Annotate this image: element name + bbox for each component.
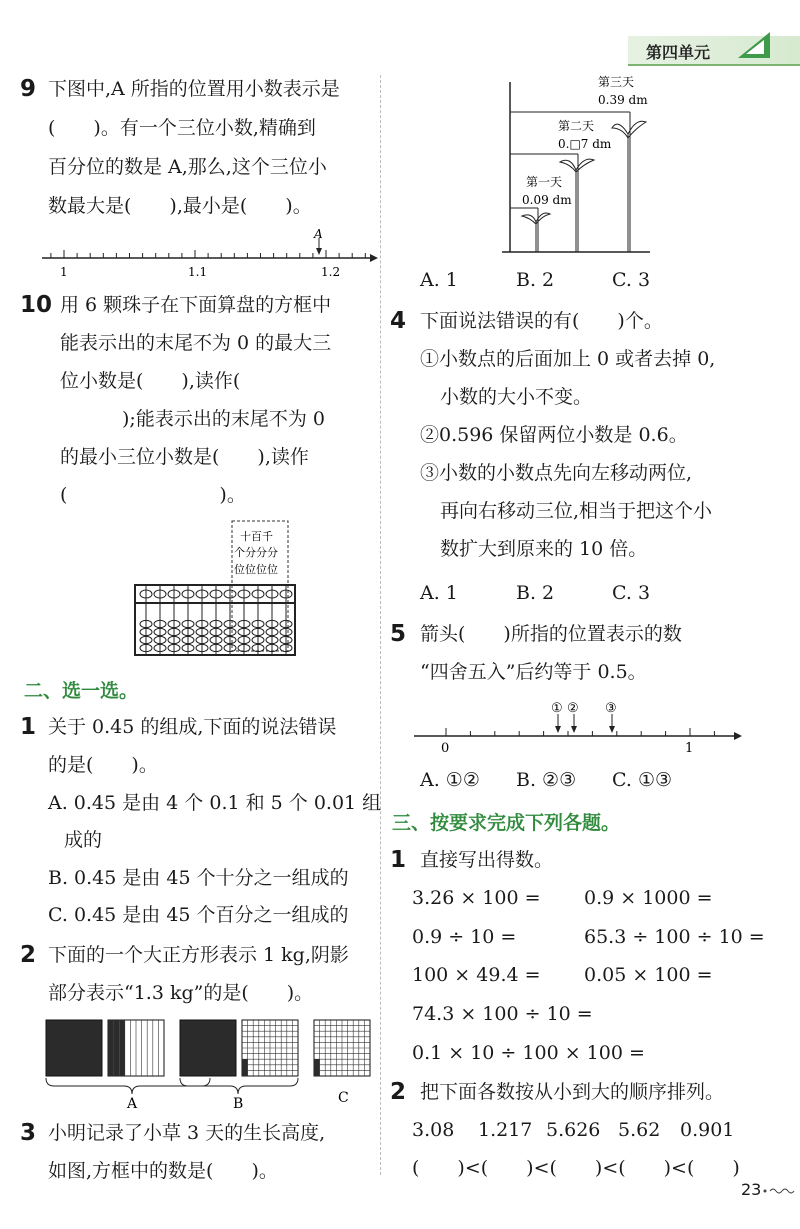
unit-title: 第四单元 [646, 43, 711, 62]
q10-line-2: 能表示出的末尾不为 0 的最大三 [60, 332, 332, 354]
q10-line-5: 的最小三位小数是( ),读作 [60, 446, 309, 468]
q10-line-1: 用 6 颗珠子在下面算盘的方框中 [60, 294, 332, 316]
plant-day1-height: 0.09 dm [522, 193, 572, 207]
c5-line-2: “四舍五入”后约等于 0.5。 [420, 661, 647, 683]
c2-a-shaded-strip [119, 1020, 125, 1076]
ruler-triangle-icon [736, 30, 772, 60]
abacus-label-2: 个分分分 [234, 546, 278, 559]
c4-line-6: 再向右移动三位,相当于把这个小 [440, 500, 713, 522]
q9-axis-label-2: 1.1 [188, 265, 208, 279]
q10-number: 10 [20, 292, 53, 318]
c2-a-full-square [46, 1020, 102, 1076]
c1-option-a: A. 0.45 是由 4 个 0.1 和 5 个 0.01 组 [48, 792, 382, 814]
c2-a-shaded-strip [114, 1020, 120, 1076]
s2-number-5: 0.901 [680, 1119, 735, 1141]
c2-label-b: B [233, 1096, 244, 1108]
c3-line-1: 小明记录了小草 3 天的生长高度, [48, 1122, 326, 1144]
c3-line-2: 如图,方框中的数是( )。 [48, 1160, 278, 1182]
c2-squares-figure [40, 1016, 380, 1108]
s2-number-1: 3.08 [412, 1119, 455, 1141]
c4-option-a: A. 1 [420, 582, 458, 604]
c2-line-1: 下面的一个大正方形表示 1 kg,阴影 [48, 944, 349, 966]
plant-day1-label: 第一天 [526, 175, 563, 189]
q9-number-line [40, 226, 380, 282]
plant-day2-label: 第二天 [558, 119, 595, 133]
c1-number: 1 [20, 714, 37, 740]
c2-b-shaded-cell [242, 1059, 248, 1065]
plant-day3-label: 第三天 [598, 75, 635, 89]
c5-axis-label-0: 0 [441, 741, 450, 756]
page-number: 23 [741, 1180, 762, 1199]
c3-option-c: C. 3 [612, 269, 651, 291]
s2-number-4: 5.62 [618, 1119, 661, 1141]
s1-item-8: 0.1 × 10 ÷ 100 × 100 = [412, 1042, 645, 1064]
c5-arrow-2-label: ② [567, 701, 579, 716]
plant-growth-figure [500, 72, 660, 258]
c4-line-4: ②0.596 保留两位小数是 0.6。 [420, 424, 688, 446]
c4-line-7: 数扩大到原来的 10 倍。 [440, 538, 648, 560]
c2-c-shaded-cell [314, 1065, 320, 1071]
q9-line-1: 下图中,A 所指的位置用小数表示是 [48, 78, 340, 100]
c5-number-line [410, 698, 746, 756]
q9-number: 9 [20, 76, 37, 102]
c5-number: 5 [390, 621, 407, 647]
q9-line-2: ( )。有一个三位小数,精确到 [48, 117, 316, 139]
s1-title: 直接写出得数。 [420, 849, 554, 871]
c2-number: 2 [20, 942, 37, 968]
section-choose-title: 二、选一选。 [24, 680, 139, 702]
q9-line-4: 数最大是( ),最小是( )。 [48, 195, 312, 217]
s1-item-3: 0.9 ÷ 10 = [412, 926, 517, 948]
c2-b-shaded-cell [242, 1070, 248, 1076]
c2-b-full-square [180, 1020, 236, 1076]
q10-line-6: ( )。 [60, 484, 246, 506]
c5-option-a: A. ①② [420, 769, 480, 791]
c5-arrow-3-label: ③ [605, 701, 617, 716]
c1-option-b: B. 0.45 是由 45 个十分之一组成的 [48, 867, 349, 889]
c5-line-1: 箭头( )所指的位置表示的数 [420, 623, 682, 645]
q9-axis-label-1: 1 [60, 265, 68, 279]
c3-number: 3 [20, 1120, 37, 1146]
q9-marker-a: A [314, 227, 323, 241]
plant-day3-height: 0.39 dm [598, 93, 648, 107]
q9-axis-label-3: 1.2 [321, 265, 341, 279]
c2-label-c: C [338, 1090, 349, 1106]
s1-item-6: 0.05 × 100 = [584, 964, 713, 986]
c5-option-b: B. ②③ [516, 769, 577, 791]
c2-a-shaded-strip [108, 1020, 114, 1076]
c3-option-a: A. 1 [420, 269, 458, 291]
c4-line-1: 下面说法错误的有( )个。 [420, 310, 663, 332]
c2-c-shaded-cell [314, 1070, 320, 1076]
s2-title: 把下面各数按从小到大的顺序排列。 [420, 1081, 725, 1103]
q10-line-3: 位小数是( ),读作( [60, 370, 241, 392]
q9-line-3: 百分位的数是 A,那么,这个三位小 [48, 156, 327, 178]
s1-item-5: 100 × 49.4 = [412, 964, 541, 986]
s2-blanks: ( )<( )<( )<( )<( ) [412, 1157, 740, 1179]
c1-line-2: 的是( )。 [48, 754, 158, 776]
plant-day2-height: 0.□7 dm [558, 137, 612, 151]
c4-line-3: 小数的大小不变。 [440, 386, 593, 408]
c3-option-b: B. 2 [516, 269, 555, 291]
abacus-label-3: 位位位位 [234, 563, 278, 576]
c1-option-a-cont: 成的 [64, 829, 103, 851]
c4-number: 4 [390, 308, 407, 334]
s2-number-2: 1.217 [478, 1119, 533, 1141]
c4-option-b: B. 2 [516, 582, 555, 604]
s1-item-7: 74.3 × 100 ÷ 10 = [412, 1003, 593, 1025]
c2-label-a: A [127, 1096, 138, 1108]
c2-line-2: 部分表示“1.3 kg”的是( )。 [48, 982, 314, 1004]
s1-item-1: 3.26 × 100 = [412, 887, 541, 909]
c4-line-2: ①小数点的后面加上 0 或者去掉 0, [420, 348, 716, 370]
c5-arrow-1-label: ① [551, 701, 563, 716]
s2-number: 2 [390, 1079, 407, 1105]
c4-option-c: C. 3 [612, 582, 651, 604]
c2-c-shaded-cell [314, 1059, 320, 1065]
c2-b-shaded-cell [242, 1065, 248, 1071]
s1-number: 1 [390, 847, 407, 873]
abacus-label-1: 十百千 [240, 530, 273, 543]
s1-item-2: 0.9 × 1000 = [584, 887, 713, 909]
c5-option-c: C. ①③ [612, 769, 673, 791]
column-divider [380, 75, 381, 1175]
c5-axis-label-1: 1 [685, 741, 694, 756]
page-ornament-icon [762, 1186, 796, 1196]
q10-line-4: );能表示出的末尾不为 0 [122, 408, 325, 430]
c1-line-1: 关于 0.45 的组成,下面的说法错误 [48, 716, 337, 738]
s2-number-3: 5.626 [546, 1119, 601, 1141]
c1-option-c: C. 0.45 是由 45 个百分之一组成的 [48, 904, 349, 926]
c4-line-5: ③小数的小数点先向左移动两位, [420, 462, 693, 484]
s1-item-4: 65.3 ÷ 100 ÷ 10 = [584, 926, 765, 948]
section-solve-title: 三、按要求完成下列各题。 [392, 812, 621, 834]
abacus-figure [132, 518, 300, 660]
